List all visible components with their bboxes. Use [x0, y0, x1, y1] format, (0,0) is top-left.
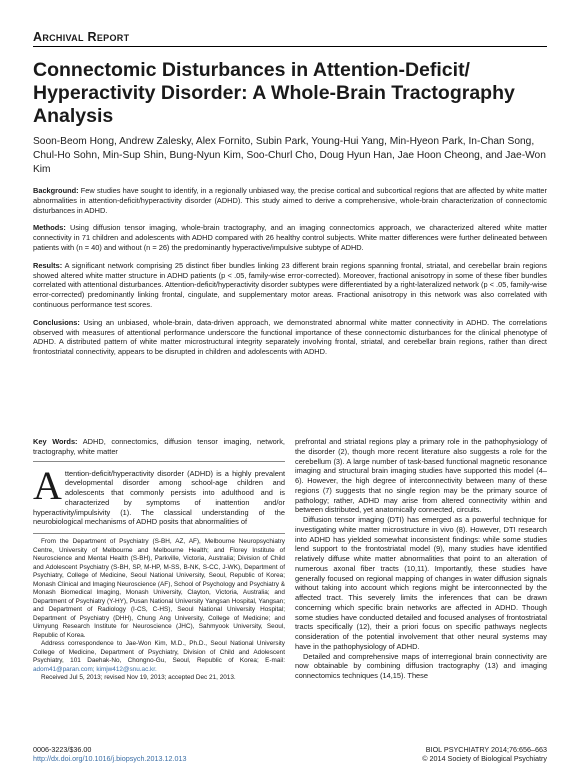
- received-dates: Received Jul 5, 2013; revised Nov 19, 2013; accepted Dec 21, 2013.: [41, 674, 236, 681]
- introduction: [33, 462, 285, 528]
- methods-label: Methods:: [33, 223, 66, 233]
- conclusions-label: Conclusions:: [33, 317, 80, 327]
- keywords: [33, 437, 285, 462]
- results-label: Results:: [33, 260, 63, 270]
- right-column: [295, 437, 547, 683]
- footer-right: [422, 745, 547, 763]
- body-columns: [33, 437, 547, 683]
- left-column: [33, 437, 285, 683]
- issn-price: 0006-3223/$36.00: [33, 745, 92, 754]
- abstract-background: [33, 186, 547, 215]
- abstract-results: [33, 261, 547, 310]
- author-list: Soon-Beom Hong, Andrew Zalesky, Alex Fornito, Subin Park, Young-Hui Yang, Min-Hyeon Park, In-Chan Song, Chul-Ho Sohn, Min-Sup Shin, Bung-Nyun Kim, Soo-Churl Cho, Doug Hyun Han, Jae Hoon Cheong, and Jae-Won Kim: [33, 136, 546, 175]
- article-title: Connectomic Disturbances in Attention-Deficit/ Hyperactivity Disorder: A Whole-Brain Tractography Analysis: [33, 59, 515, 127]
- drop-cap: A: [33, 462, 62, 508]
- keywords-label: Key Words:: [33, 437, 78, 446]
- background-text: Few studies have sought to identify, in a regionally unbiased way, the precise cortical and subcortical regions that are affected by white matter abnormalities in attention-deficit/hyperactivity disorder (ADHD). This study aimed to derive a comprehensive, whole-brain characterization of connectomic disturbances in ADHD.: [33, 186, 547, 215]
- email-links[interactable]: adom41@paran.com; kimjw412@snu.ac.kr.: [33, 665, 157, 673]
- address-text: Address correspondence to Jae-Won Kim, M.D., Ph.D., Seoul National University College of Medicine, Department of Psychiatry, Division of Child and Adolescent Psychiatry, 101 Daehak-No, Chongno-Gu, Seoul, Republic of Korea; E-mail:: [33, 640, 285, 664]
- copyright: © 2014 Society of Biological Psychiatry: [422, 754, 547, 763]
- keywords-text: ADHD, connectomics, diffusion tensor imaging, network, tractography, white matter: [33, 437, 285, 456]
- abstract-methods: [33, 223, 547, 252]
- body-paragraph-3: Detailed and comprehensive maps of interregional brain connectivity are now obtainable by combining diffusion tractography (13) and imaging connectomics techniques (14,15). These: [295, 651, 547, 680]
- page-footer: [33, 745, 547, 763]
- affiliation-from: From the Department of Psychiatry (S-BH, AZ, AF), Melbourne Neuropsychiatry Centre, University of Melbourne and Melbourne Health; and Florey Institute of Neuroscience and Mental Health (S-BH), Parkville, Victoria, Australia; Division of Child and Adolescent Psychiatry (S-BH, SP, M-HP, M-SS, B-NK, S-CC, J-WK), Department of Psychiatry, College of Medicine, Seoul National University, Seoul, Republic of Korea; Monash Clinical and Imaging Neuroscience (AF), School of Psychology and Psychiatry & Monash Biomedical Imaging, Monash University, Clayton, Victoria, Australia; and Department of Psychiatry (Y-HY), Pusan National University Yangsan Hospital, Yangsan; and Department of Radiology (I-CS, C-HS), Seoul National University Hospital; Department of Psychiatry (DHH), Chung Ang University, College of Medicine; and Uimyung Research Institute for Neuroscience (JHC), Sahmyook University, Seoul, Republic of Korea.: [33, 538, 285, 639]
- intro-paragraph: ttention-deficit/hyperactivity disorder (ADHD) is a highly prevalent developmental disorder among school-age children and adolescents that commonly persists into adulthood and is characterized by symptoms of inattention and/or hyperactivity/impulsivity (1). The classical understanding of the neurobiological mechanisms of ADHD posits that abnormalities of: [33, 468, 285, 527]
- abstract: [33, 186, 547, 357]
- methods-text: Using diffusion tensor imaging, whole-brain tractography, and an imaging connectomics approach, we characterized altered white matter connectivity in 71 children and adolescents with ADHD compared with 26 healthy control subjects. White matter differences were further delineated between patients with (n = 40) and without (n = 26) the predominantly hyperactive/impulsive subtype of ADHD.: [33, 223, 547, 252]
- results-text: A significant network comprising 25 distinct fiber bundles linking 23 different brain regions spanning frontal, striatal, and cerebellar brain regions showed altered white matter structure in ADHD patients (p < .05, family-wise error-corrected). Moreover, fractional anisotropy in some of these fiber bundles correlated with attentional disturbances. Attention-deficit/hyperactivity disorder subtypes were differentiated by a right-lateralized network (p < .05, family-wise error-corrected) predominantly linking frontal, cingulate, and supplementary motor areas. Fractional anisotropy in this network was also correlated with continuous performance test scores.: [33, 260, 547, 309]
- body-paragraph-1: prefrontal and striatal regions play a primary role in the pathophysiology of the disorder (2), though more recent literature also suggests a role for the cerebellum (3). A large number of task-based functional magnetic resonance imaging and structural brain imaging studies have supported this model (4–6). However, the high degree of interconnectivity between many of these regions (7) suggests that no single region may be the primary source of pathology; rather, ADHD may arise from altered connectivity within and between distributed, yet anatomically connected, circuits.: [295, 437, 547, 515]
- background-label: Background:: [33, 186, 79, 195]
- journal-citation: BIOL PSYCHIATRY 2014;76:656–663: [425, 745, 547, 754]
- conclusions-text: Using an unbiased, whole-brain, data-driven approach, we demonstrated abnormal white matter connectivity in ADHD. The correlations observed with measures of attentional performance underscore the functional importance of these connectomic disturbances for the clinical phenotype of ADHD. A distributed pattern of white matter microstructural integrity separately involving frontal, striatal, and cerebellar brain regions, rather than direct frontostriatal connectivity, appears to be disrupted in children and adolescents with ADHD.: [33, 317, 547, 357]
- header-rule: [33, 46, 547, 47]
- body-paragraph-2: Diffusion tensor imaging (DTI) has emerged as a powerful technique for investigating white matter microstructure in vivo (8). However, DTI research into ADHD has yielded somewhat inconsistent findings: while some studies lend support to the frontostriatal model (9), many studies have identified relatively diffuse white matter abnormalities that point to an alteration of numerous axonal fiber tracts (10,11). Importantly, these studies have generally focused on regional mapping of changes in water diffusion signals without taking into account which regions might be interconnected by the affected tract. This severely limits the inferences that can be drawn concerning which specific brain networks are affected in ADHD. Though some studies have conducted detailed and focused analyses of frontostriatal tracts specifically (12), their a priori focus on specific pathways neglects consideration of the potential involvement that other neural systems may have in the pathophysiology of ADHD.: [295, 515, 547, 651]
- footer-left: [33, 745, 186, 763]
- doi-link[interactable]: http://dx.doi.org/10.1016/j.biopsych.2013.12.013: [33, 754, 187, 763]
- article-header: [33, 30, 547, 365]
- affiliations: [33, 533, 285, 683]
- correspondence-address: [33, 640, 285, 674]
- section-label: Archival Report: [33, 30, 130, 44]
- abstract-conclusions: [33, 318, 547, 357]
